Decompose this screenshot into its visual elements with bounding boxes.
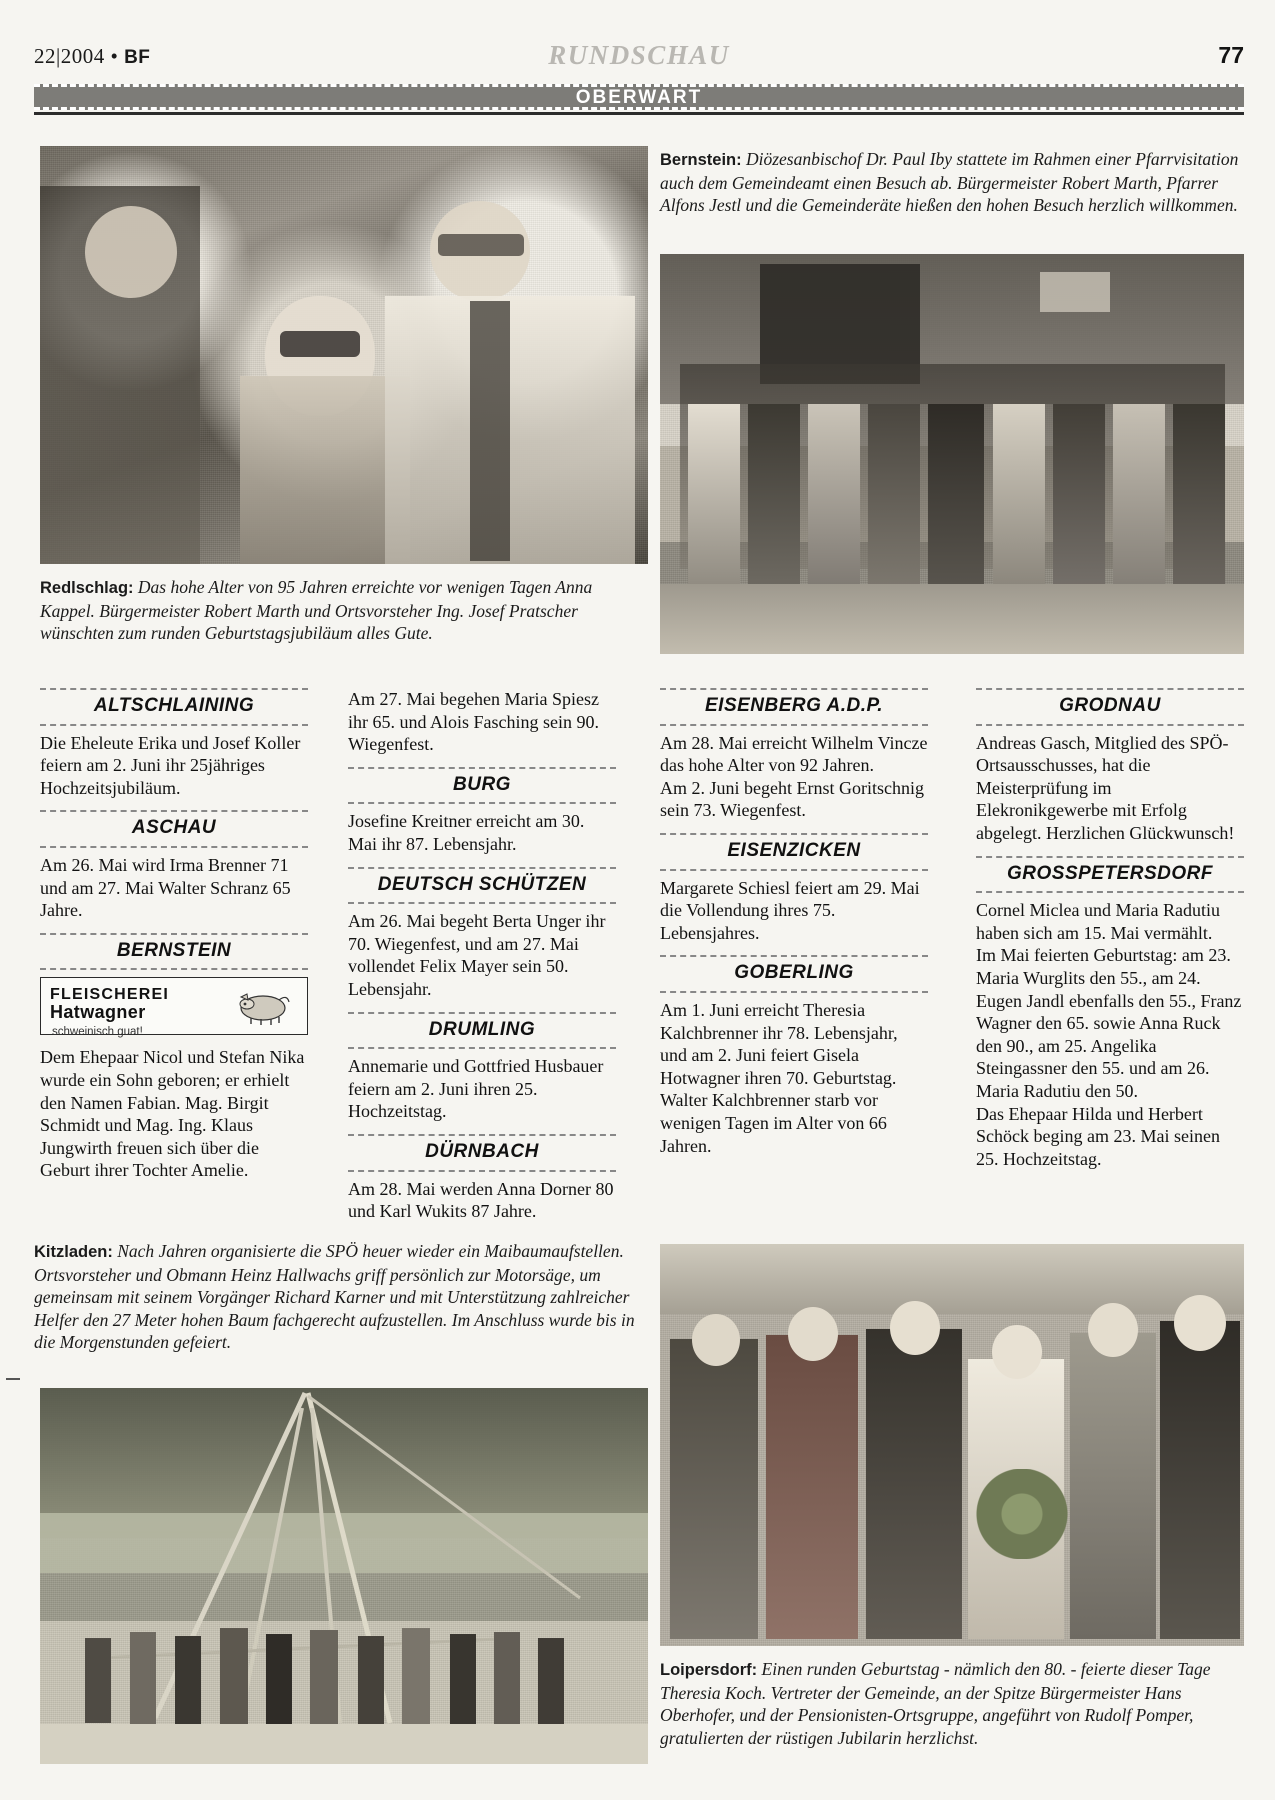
section-text-eisenzicken-1: Margarete Schiesl feiert am 29. Mai die Vollendung ihres 75. Lebensjahres. <box>660 877 920 943</box>
section-text-aschau-1: Am 26. Mai wird Irma Brenner 71 und am 27. Mai Walter Schranz 65 Jahre. <box>40 854 291 921</box>
section-text-drumling-1: Annemarie und Gottfried Husbauer feiern am 2. Juni ihren 25. Hochzeitstag. <box>348 1056 604 1122</box>
caption-kitzladen-place: Kitzladen: <box>34 1243 113 1261</box>
photo-redlschlag <box>40 146 648 564</box>
section-text-eisenberg-2: Am 2. Juni begeht Ernst Goritschnig sein 73. Wiegenfest. <box>660 777 924 821</box>
region-banner-label: OBERWART <box>575 87 703 108</box>
caption-redlschlag <box>40 576 648 645</box>
section-text-eisenberg-1: Am 28. Mai erreicht Wilhelm Vincze das hohe Alter von 92 Jahren. <box>660 732 928 776</box>
caption-redlschlag-place: Redlschlag: <box>40 579 134 597</box>
section-heading-grosspetersdorf: GROSSPETERSDORF <box>976 856 1244 894</box>
section-text-duernbach-1: Am 28. Mai werden Anna Dorner 80 und Karl Wukits 87 Jahre. <box>348 1178 614 1222</box>
caption-bernstein <box>660 148 1244 217</box>
photo-loipersdorf <box>660 1244 1244 1646</box>
section-text-altschlaining-1: Die Eheleute Erika und Josef Koller feiern am 2. Juni ihr 25jähriges Hochzeitsjubiläum. <box>40 732 301 798</box>
header-rule <box>34 112 1244 115</box>
section-heading-bernstein: BERNSTEIN <box>40 933 308 971</box>
publication-abbrev: BF <box>124 47 151 68</box>
text-column-2 <box>348 688 616 1223</box>
section-text-grosspetersdorf-3: Das Ehepaar Hilda und Herbert Schöck beging am 23. Mai seinen 25. Hochzeitstag. <box>976 1103 1220 1169</box>
section-heading-drumling: DRUMLING <box>348 1012 616 1050</box>
section-text-grosspetersdorf-2: Im Mai feierten Geburtstag: am 23. Maria Wurglits den 55., am 24. Eugen Jandl ebenfalls den 55., Franz Wagner den 65. sowie Anna Ruck den 90., am 25. Angelika Steingassner den 55. und am 26. Maria Radutiu den 50. <box>976 945 1242 1101</box>
caption-kitzladen-text: Nach Jahren organisierte die SPÖ heuer wieder ein Maibaumaufstellen. Ortsvorsteher und Obmann Heinz Hallwachs griff persönlich zur Motorsäge, um gemeinsam mit seinem Vorgänger Richard Karner und mit Unterstützung zahlreicher Helfer den 27 Meter hohen Baum fachgerecht aufzustellen. Im Anschluss wurde bis in die Morgenstunden gefeiert. <box>34 1241 635 1352</box>
photo-kitzladen <box>40 1388 648 1764</box>
crop-mark <box>6 1378 20 1380</box>
caption-redlschlag-text: Das hohe Alter von 95 Jahren erreichte vor wenigen Tagen Anna Kappel. Bürgermeister Robert Marth und Ortsvorsteher Ing. Josef Pratscher wünschten zum runden Geburtstagsjubiläum alles Gute. <box>40 577 593 643</box>
masthead-title: RUNDSCHAU <box>548 40 730 70</box>
text-column-3 <box>660 688 928 1157</box>
section-text-grodnau-1: Andreas Gasch, Mitglied des SPÖ-Ortsausschusses, hat die Meisterprüfung im Elekronikgewerbe mit Erfolg abgelegt. Herzlichen Glückwunsch! <box>976 732 1235 843</box>
section-text-bernstein-1: Dem Ehepaar Nicol und Stefan Nika wurde ein Sohn geboren; er erhielt den Namen Fabian. Mag. Birgit Schmidt und Mag. Ing. Klaus Jungwirth freuen sich über die Geburt ihrer Tochter Amelie. <box>40 1047 305 1181</box>
section-text-bernstein-continued: Am 27. Mai begehen Maria Spiesz ihr 65. und Alois Fasching sein 90. Wiegenfest. <box>348 689 599 755</box>
caption-loipersdorf-place: Loipersdorf: <box>660 1661 758 1679</box>
caption-bernstein-text: Diözesanbischof Dr. Paul Iby stattete im Rahmen einer Pfarrvisitation auch dem Gemeindeamt einen Besuch ab. Bürgermeister Robert Marth, Pfarrer Alfons Jestl und die Gemeinderäte hießen den hohen Besuch herzlich willkommen. <box>660 149 1239 215</box>
section-heading-burg: BURG <box>348 767 616 805</box>
advertisement-fleischerei-hatwagner[interactable] <box>40 977 308 1039</box>
ad-line-1: FLEISCHEREI <box>50 986 169 1004</box>
caption-loipersdorf-text: Einen runden Geburtstag - nämlich den 80. - feierte dieser Tage Theresia Koch. Vertreter der Gemeinde, an der Spitze Bürgermeister Hans Oberhofer, und der Pensionisten-Ortsgruppe, angeführt von Rudolf Pomper, gratulierten der rüstigen Jubilarin herzlichst. <box>660 1659 1211 1748</box>
caption-kitzladen <box>34 1240 650 1354</box>
section-heading-deutsch-schuetzen: DEUTSCH SCHÜTZEN <box>348 867 616 905</box>
caption-bernstein-place: Bernstein: <box>660 151 742 169</box>
section-heading-duernbach: DÜRNBACH <box>348 1134 616 1172</box>
section-text-goberling-1: Am 1. Juni erreicht Theresia Kalchbrenner ihr 78. Lebensjahr, und am 2. Juni feiert Gisela Hotwagner ihren 70. Geburtstag. <box>660 999 898 1088</box>
region-banner <box>34 84 1244 110</box>
folio-separator: • <box>110 44 125 68</box>
section-text-deutsch-schuetzen-1: Am 26. Mai begeht Berta Unger ihr 70. Wiegenfest, und am 27. Mai vollendet Felix Mayer sein 50. Lebensjahr. <box>348 911 606 999</box>
photo-bernstein <box>660 254 1244 654</box>
section-text-grosspetersdorf-1: Cornel Miclea und Maria Radutiu haben sich am 15. Mai vermählt. <box>976 900 1220 943</box>
ad-line-3: schweinisch guat! <box>52 1026 143 1039</box>
caption-loipersdorf <box>660 1658 1244 1749</box>
section-text-goberling-2: Walter Kalchbrenner starb vor wenigen Tagen im Alter von 66 Jahren. <box>660 1090 887 1156</box>
pig-logo-icon <box>233 988 295 1026</box>
text-column-4 <box>976 688 1244 1170</box>
section-text-burg-1: Josefine Kreitner erreicht am 30. Mai ihr 87. Lebensjahr. <box>348 811 585 854</box>
masthead <box>34 40 1244 80</box>
ad-line-2: Hatwagner <box>50 1002 146 1023</box>
issue-number: 22|2004 <box>34 44 105 68</box>
section-heading-goberling: GOBERLING <box>660 955 928 993</box>
section-heading-eisenberg: EISENBERG A.D.P. <box>660 688 928 726</box>
page-number: 77 <box>1218 42 1244 68</box>
section-heading-aschau: ASCHAU <box>40 810 308 848</box>
section-heading-eisenzicken: EISENZICKEN <box>660 833 928 871</box>
text-column-1 <box>40 688 308 1182</box>
section-heading-altschlaining: ALTSCHLAINING <box>40 688 308 726</box>
section-heading-grodnau: GRODNAU <box>976 688 1244 726</box>
